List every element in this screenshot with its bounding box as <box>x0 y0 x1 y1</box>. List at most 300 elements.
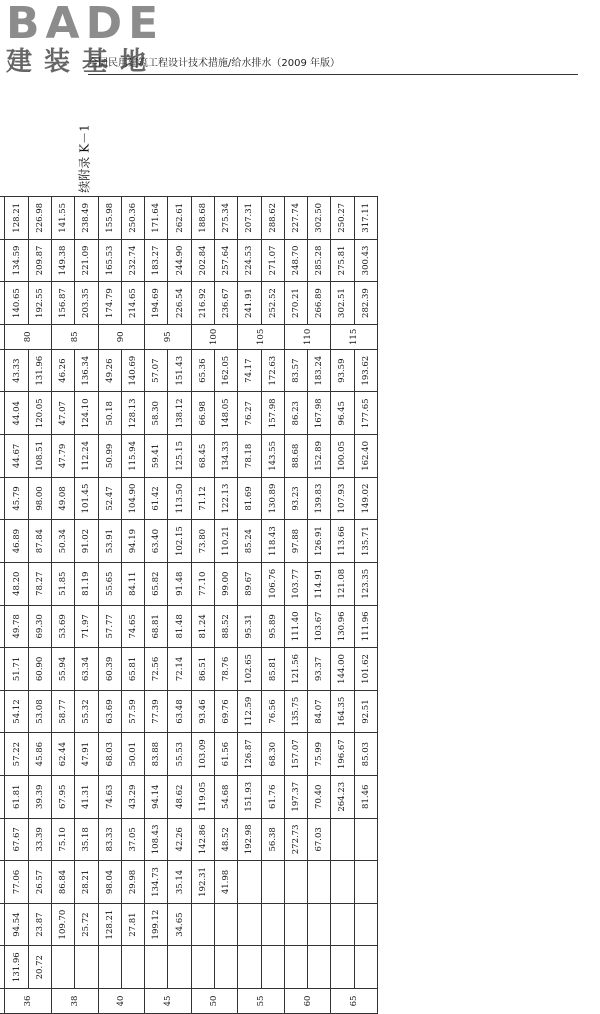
table-cell: 141.55 <box>51 197 74 240</box>
table-cell: 55.53 <box>168 733 191 776</box>
table-row <box>284 197 307 1014</box>
table-cell: 68.81 <box>145 605 168 648</box>
table-cell: 56.38 <box>261 818 284 861</box>
table-cell: 108.51 <box>28 435 51 478</box>
row-d-label: 110 <box>284 324 331 349</box>
table-cell <box>238 946 261 989</box>
table-cell: 45.79 <box>5 477 28 520</box>
table-cell: 45.86 <box>28 733 51 776</box>
table-cell: 35.18 <box>75 818 98 861</box>
table-cell: 20.72 <box>28 946 51 989</box>
table-cell: 70.40 <box>308 775 331 818</box>
table-cell: 106.76 <box>261 562 284 605</box>
table-cell: 174.79 <box>98 282 121 325</box>
row-d-label: 95 <box>145 324 192 349</box>
table-cell: 98.00 <box>28 477 51 520</box>
table-cell: 144.00 <box>331 648 354 691</box>
table-cell: 63.34 <box>75 648 98 691</box>
table-cell: 164.35 <box>331 690 354 733</box>
table-cell: 77.10 <box>191 562 214 605</box>
table-cell: 74.63 <box>98 775 121 818</box>
table-cell: 81.19 <box>75 562 98 605</box>
table-cell: 88.68 <box>284 435 307 478</box>
table-cell: 94.19 <box>121 520 144 563</box>
table-cell: 139.83 <box>308 477 331 520</box>
row-d-label: 105 <box>238 324 285 349</box>
table-cell: 68.45 <box>191 435 214 478</box>
table-cell: 50.99 <box>98 435 121 478</box>
table-cell: 50.01 <box>121 733 144 776</box>
row-d-label: 55 <box>238 989 285 1014</box>
table-cell <box>331 946 354 989</box>
table-cell: 48.20 <box>5 562 28 605</box>
table-cell: 76.56 <box>261 690 284 733</box>
table-cell: 52.47 <box>98 477 121 520</box>
data-table <box>0 196 378 1014</box>
table-cell <box>191 903 214 946</box>
table-cell: 94.14 <box>145 775 168 818</box>
table-cell: 49.08 <box>51 477 74 520</box>
table-cell: 134.59 <box>5 239 28 282</box>
table-cell <box>354 946 377 989</box>
table-row <box>331 197 354 1014</box>
table-cell: 92.51 <box>354 690 377 733</box>
table-cell: 91.48 <box>168 562 191 605</box>
table-cell <box>145 946 168 989</box>
table-row <box>308 197 331 1014</box>
table-cell: 63.69 <box>98 690 121 733</box>
table-row <box>5 197 28 1014</box>
table-cell: 102.15 <box>168 520 191 563</box>
table-cell <box>308 946 331 989</box>
table-cell: 300.43 <box>354 239 377 282</box>
table-cell: 77.06 <box>5 861 28 904</box>
table-cell: 61.56 <box>214 733 237 776</box>
table-cell <box>331 903 354 946</box>
table-cell: 77.39 <box>145 690 168 733</box>
table-cell: 99.00 <box>214 562 237 605</box>
table-row <box>168 197 191 1014</box>
table-cell: 157.98 <box>261 392 284 435</box>
table-cell: 188.68 <box>191 197 214 240</box>
table-cell <box>261 946 284 989</box>
table-cell: 125.15 <box>168 435 191 478</box>
table-cell: 103.09 <box>191 733 214 776</box>
table-cell: 196.67 <box>331 733 354 776</box>
table-cell: 43.29 <box>121 775 144 818</box>
table-cell: 23.87 <box>28 903 51 946</box>
row-d-label: 80 <box>5 324 52 349</box>
table-cell: 78.76 <box>214 648 237 691</box>
table-cell: 151.43 <box>168 349 191 392</box>
table-cell: 98.04 <box>98 861 121 904</box>
table-cell: 54.12 <box>5 690 28 733</box>
table-cell: 252.52 <box>261 282 284 325</box>
table-row <box>145 197 168 1014</box>
table-cell <box>75 946 98 989</box>
table-cell: 156.87 <box>51 282 74 325</box>
table-cell: 67.67 <box>5 818 28 861</box>
table-cell: 55.32 <box>75 690 98 733</box>
table-cell: 250.27 <box>331 197 354 240</box>
table-cell: 26.57 <box>28 861 51 904</box>
table-cell: 66.98 <box>191 392 214 435</box>
table-cell: 264.23 <box>331 775 354 818</box>
table-cell: 85.03 <box>354 733 377 776</box>
table-cell: 134.73 <box>145 861 168 904</box>
table-cell: 78.18 <box>238 435 261 478</box>
table-cell: 162.05 <box>214 349 237 392</box>
row-d-label: 60 <box>284 989 331 1014</box>
table-cell: 83.33 <box>98 818 121 861</box>
table-cell: 46.89 <box>5 520 28 563</box>
table-cell: 172.63 <box>261 349 284 392</box>
table-cell: 47.91 <box>75 733 98 776</box>
row-d-label: 45 <box>145 989 192 1014</box>
logo-sub-text: 建装基地 <box>6 47 159 77</box>
table-cell: 227.74 <box>284 197 307 240</box>
table-cell: 131.96 <box>28 349 51 392</box>
table-row <box>28 197 51 1014</box>
row-d-label: 38 <box>51 989 98 1014</box>
table-cell: 221.09 <box>75 239 98 282</box>
table-cell: 149.38 <box>51 239 74 282</box>
table-cell: 266.89 <box>308 282 331 325</box>
table-cell: 121.56 <box>284 648 307 691</box>
table-cell: 47.79 <box>51 435 74 478</box>
table-cell: 72.14 <box>168 648 191 691</box>
table-cell: 29.98 <box>121 861 144 904</box>
table-cell: 216.92 <box>191 282 214 325</box>
table-cell: 83.88 <box>145 733 168 776</box>
table-cell: 67.03 <box>308 818 331 861</box>
table-cell: 214.65 <box>121 282 144 325</box>
table-cell: 282.39 <box>354 282 377 325</box>
table-cell: 75.99 <box>308 733 331 776</box>
row-d-label: 115 <box>331 324 378 349</box>
table-cell: 101.45 <box>75 477 98 520</box>
row-d-label: 36 <box>5 989 52 1014</box>
table-cell <box>284 946 307 989</box>
table-cell: 128.21 <box>5 197 28 240</box>
table-row <box>214 197 237 1014</box>
table-cell: 57.22 <box>5 733 28 776</box>
table-cell <box>261 903 284 946</box>
table-cell: 55.65 <box>98 562 121 605</box>
table-cell: 72.56 <box>145 648 168 691</box>
table-cell: 143.55 <box>261 435 284 478</box>
table-cell: 111.96 <box>354 605 377 648</box>
table-cell: 48.62 <box>168 775 191 818</box>
table-cell: 262.61 <box>168 197 191 240</box>
table-cell: 41.31 <box>75 775 98 818</box>
table-cell: 49.26 <box>98 349 121 392</box>
table-cell: 49.78 <box>5 605 28 648</box>
table-cell: 33.39 <box>28 818 51 861</box>
table-cell: 130.89 <box>261 477 284 520</box>
table-cell: 157.07 <box>284 733 307 776</box>
table-cell: 192.31 <box>191 861 214 904</box>
table-cell: 50.34 <box>51 520 74 563</box>
table-cell <box>331 818 354 861</box>
table-cell: 50.18 <box>98 392 121 435</box>
table-cell: 122.13 <box>214 477 237 520</box>
table-row <box>75 197 98 1014</box>
table-cell: 42.26 <box>168 818 191 861</box>
table-cell: 275.81 <box>331 239 354 282</box>
table-cell: 93.46 <box>191 690 214 733</box>
table-cell: 134.33 <box>214 435 237 478</box>
table-cell: 83.57 <box>284 349 307 392</box>
table-cell: 46.26 <box>51 349 74 392</box>
table-cell <box>354 903 377 946</box>
table-cell: 183.27 <box>145 239 168 282</box>
table-row <box>191 197 214 1014</box>
table-cell <box>191 946 214 989</box>
table-cell: 317.11 <box>354 197 377 240</box>
table-cell: 250.36 <box>121 197 144 240</box>
table-cell: 203.35 <box>75 282 98 325</box>
table-cell: 110.21 <box>214 520 237 563</box>
table-cell: 197.37 <box>284 775 307 818</box>
table-cell: 171.64 <box>145 197 168 240</box>
page-header: 全国民用建筑工程设计技术措施/给水排水（2009 年版） <box>88 56 578 75</box>
table-cell: 103.67 <box>308 605 331 648</box>
table-cell: 113.66 <box>331 520 354 563</box>
appendix-label: 续附录 K－1 <box>77 124 92 193</box>
table-cell: 100.05 <box>331 435 354 478</box>
table-cell: 81.48 <box>168 605 191 648</box>
table-cell: 55.94 <box>51 648 74 691</box>
table-cell: 67.95 <box>51 775 74 818</box>
table-cell: 44.04 <box>5 392 28 435</box>
table-cell: 71.12 <box>191 477 214 520</box>
table-cell: 63.48 <box>168 690 191 733</box>
table-cell: 65.82 <box>145 562 168 605</box>
table-cell <box>284 903 307 946</box>
table-cell: 58.77 <box>51 690 74 733</box>
row-d-label: 40 <box>98 989 145 1014</box>
table-row <box>121 197 144 1014</box>
table-cell: 81.24 <box>191 605 214 648</box>
table-cell: 53.69 <box>51 605 74 648</box>
table-cell: 114.91 <box>308 562 331 605</box>
table-cell: 48.52 <box>214 818 237 861</box>
data-table-rotated <box>0 196 378 1014</box>
table-cell: 192.55 <box>28 282 51 325</box>
table-cell: 69.76 <box>214 690 237 733</box>
table-cell: 257.64 <box>214 239 237 282</box>
table-cell: 57.59 <box>121 690 144 733</box>
table-cell: 128.21 <box>98 903 121 946</box>
table-cell: 118.43 <box>261 520 284 563</box>
table-cell: 93.59 <box>331 349 354 392</box>
table-cell: 68.30 <box>261 733 284 776</box>
table-cell: 101.62 <box>354 648 377 691</box>
table-cell: 43.33 <box>5 349 28 392</box>
table-cell: 209.87 <box>28 239 51 282</box>
table-cell: 272.73 <box>284 818 307 861</box>
table-cell: 140.69 <box>121 349 144 392</box>
table-row <box>354 197 377 1014</box>
table-cell: 60.39 <box>98 648 121 691</box>
table-cell: 75.10 <box>51 818 74 861</box>
table-cell: 34.65 <box>168 903 191 946</box>
table-cell: 271.07 <box>261 239 284 282</box>
table-cell: 275.34 <box>214 197 237 240</box>
table-cell: 136.34 <box>75 349 98 392</box>
table-cell: 51.71 <box>5 648 28 691</box>
table-cell: 236.67 <box>214 282 237 325</box>
table-cell: 202.84 <box>191 239 214 282</box>
table-cell: 93.23 <box>284 477 307 520</box>
table-row <box>51 197 74 1014</box>
table-cell: 238.49 <box>75 197 98 240</box>
table-cell <box>308 903 331 946</box>
table-cell: 65.81 <box>121 648 144 691</box>
table-row <box>261 197 284 1014</box>
table-cell: 91.02 <box>75 520 98 563</box>
table-cell: 167.98 <box>308 392 331 435</box>
table-cell: 121.08 <box>331 562 354 605</box>
table-cell: 207.31 <box>238 197 261 240</box>
table-cell: 241.91 <box>238 282 261 325</box>
table-cell: 112.24 <box>75 435 98 478</box>
table-cell: 53.08 <box>28 690 51 733</box>
table-cell: 97.88 <box>284 520 307 563</box>
table-cell: 285.28 <box>308 239 331 282</box>
table-cell: 149.02 <box>354 477 377 520</box>
table-cell: 113.50 <box>168 477 191 520</box>
table-cell: 81.69 <box>238 477 261 520</box>
table-cell: 104.90 <box>121 477 144 520</box>
table-cell: 131.96 <box>5 946 28 989</box>
table-cell: 288.62 <box>261 197 284 240</box>
table-cell: 25.72 <box>75 903 98 946</box>
table-cell: 142.86 <box>191 818 214 861</box>
table-cell <box>261 861 284 904</box>
row-d-label: 85 <box>51 324 98 349</box>
table-cell: 193.62 <box>354 349 377 392</box>
table-cell: 152.89 <box>308 435 331 478</box>
table-cell: 74.65 <box>121 605 144 648</box>
table-cell: 61.76 <box>261 775 284 818</box>
table-cell <box>331 861 354 904</box>
table-cell: 63.40 <box>145 520 168 563</box>
table-cell: 57.77 <box>98 605 121 648</box>
table-cell <box>98 946 121 989</box>
table-cell: 151.93 <box>238 775 261 818</box>
table-cell: 61.42 <box>145 477 168 520</box>
table-cell: 53.91 <box>98 520 121 563</box>
table-cell <box>51 946 74 989</box>
table-cell: 103.77 <box>284 562 307 605</box>
table-cell: 28.21 <box>75 861 98 904</box>
table-cell: 107.93 <box>331 477 354 520</box>
table-cell: 39.39 <box>28 775 51 818</box>
table-cell: 183.24 <box>308 349 331 392</box>
table-cell: 270.21 <box>284 282 307 325</box>
table-cell: 102.65 <box>238 648 261 691</box>
table-cell: 302.51 <box>331 282 354 325</box>
table-cell: 89.67 <box>238 562 261 605</box>
table-cell <box>238 903 261 946</box>
table-cell: 199.12 <box>145 903 168 946</box>
table-cell: 112.59 <box>238 690 261 733</box>
table-cell: 86.84 <box>51 861 74 904</box>
row-d-label: 65 <box>331 989 378 1014</box>
table-cell: 96.45 <box>331 392 354 435</box>
table-cell: 248.70 <box>284 239 307 282</box>
table-cell: 61.81 <box>5 775 28 818</box>
table-cell: 135.71 <box>354 520 377 563</box>
table-cell: 226.98 <box>28 197 51 240</box>
table-cell: 57.07 <box>145 349 168 392</box>
table-cell: 109.70 <box>51 903 74 946</box>
table-cell: 54.68 <box>214 775 237 818</box>
table-cell: 86.51 <box>191 648 214 691</box>
table-row <box>98 197 121 1014</box>
table-cell: 165.53 <box>98 239 121 282</box>
table-cell: 126.87 <box>238 733 261 776</box>
table-cell: 78.27 <box>28 562 51 605</box>
table-cell: 115.94 <box>121 435 144 478</box>
table-cell: 244.90 <box>168 239 191 282</box>
table-cell: 73.80 <box>191 520 214 563</box>
table-cell: 194.69 <box>145 282 168 325</box>
table-cell: 111.40 <box>284 605 307 648</box>
table-cell: 108.43 <box>145 818 168 861</box>
table-cell: 177.65 <box>354 392 377 435</box>
table-cell: 47.07 <box>51 392 74 435</box>
table-cell: 93.37 <box>308 648 331 691</box>
table-row <box>238 197 261 1014</box>
table-cell: 87.84 <box>28 520 51 563</box>
logo-main-text: BADE <box>6 0 165 49</box>
table-cell: 27.81 <box>121 903 144 946</box>
table-cell: 120.05 <box>28 392 51 435</box>
table-cell <box>214 946 237 989</box>
table-cell: 69.30 <box>28 605 51 648</box>
table-cell <box>238 861 261 904</box>
table-cell: 138.12 <box>168 392 191 435</box>
table-cell: 119.05 <box>191 775 214 818</box>
table-cell: 192.98 <box>238 818 261 861</box>
table-cell: 62.44 <box>51 733 74 776</box>
table-cell: 51.85 <box>51 562 74 605</box>
table-cell: 224.53 <box>238 239 261 282</box>
table-cell: 135.75 <box>284 690 307 733</box>
table-cell: 58.30 <box>145 392 168 435</box>
table-cell: 95.31 <box>238 605 261 648</box>
table-cell: 88.52 <box>214 605 237 648</box>
table-cell: 76.27 <box>238 392 261 435</box>
table-cell: 81.46 <box>354 775 377 818</box>
table-cell: 130.96 <box>331 605 354 648</box>
table-cell: 148.05 <box>214 392 237 435</box>
table-cell: 226.54 <box>168 282 191 325</box>
table-cell: 37.05 <box>121 818 144 861</box>
table-cell: 60.90 <box>28 648 51 691</box>
table-cell: 65.36 <box>191 349 214 392</box>
table-cell: 94.54 <box>5 903 28 946</box>
table-cell: 128.13 <box>121 392 144 435</box>
table-cell: 126.91 <box>308 520 331 563</box>
table-cell: 124.10 <box>75 392 98 435</box>
table-cell: 162.40 <box>354 435 377 478</box>
table-cell: 41.98 <box>214 861 237 904</box>
table-cell: 85.24 <box>238 520 261 563</box>
